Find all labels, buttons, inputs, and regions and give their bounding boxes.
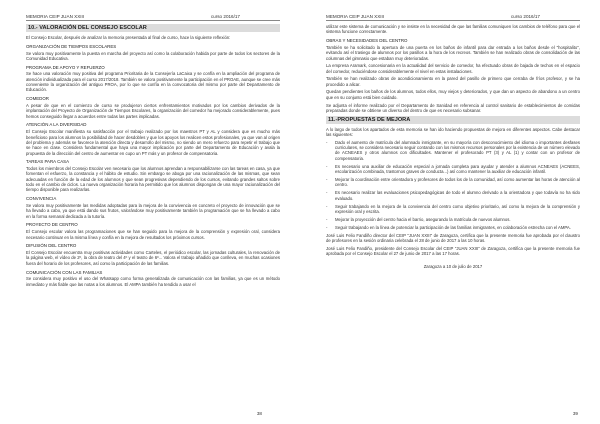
section-intro: El Consejo Escolar, después de analizar la memoria presentada al final de curso, hace la siguiente reflexión: (26, 35, 231, 40)
subsection-heading: CONVIVENCIA (26, 196, 57, 202)
subsection-heading: COMEDOR (26, 96, 49, 102)
certification-paragraph: José Luis Felio Fandiño director del CEIP "JUAN XXIII" de Zaragoza, certifica que la presente memoria fue aprobada por el claustro de profesores en la sesión ordinaria celebrada el 28 de junio de 2017 a las 10 horas. (326, 232, 580, 243)
header-course: curso 2016/17 (510, 14, 540, 19)
header-course: curso 2016/17 (210, 14, 240, 19)
proposal-item: - Seguir trabajando en la línea de potenciar la participación de las familias inmigrantes, en colaboración estrecha con el AMPA. (326, 225, 580, 230)
proposal-item: - Es necesario realizar las evaluaciones psicopedagógicas de todo el alumno derivado a la orientadora y que todavía no ha sido evaluado. (326, 190, 580, 201)
subsection-heading: TAREAS PARA CASA (26, 159, 70, 165)
subsection-heading: ORGANIZACIÓN DE TIEMPOS ESCOLARES (26, 43, 117, 49)
certification-paragraphs (326, 233, 580, 257)
proposals-list (326, 140, 580, 230)
proposal-item: - Seguir trabajando en la mejora de la convivencia del centro como objetivo prioritario, así como la mejora de la comprensión y expresión oral y escrita. (326, 204, 580, 215)
subsection-text: Se hace una valoración muy positiva del programa Prioritaria de la Consejería LaCaixa y se confía en la ampliación del programa de atención individualizada para el curso 2017/2018. También se valora positivamente la participación en el PROAE, aunque se cree más conveniente la organización del antiguo PROA, por lo que se confía en la convocatoria del mismo por parte del Departamento de Educación. (26, 71, 280, 93)
works-paragraphs (326, 45, 580, 113)
subsection-heading: ATENCIÓN A LA DIVERSIDAD (26, 122, 87, 128)
subsection-text: Se considera muy positivo el uso del Whatsapp como forma generalizada de comunicación con las familias, ya que es un método inmediato y más fiable que las notas a los alumnos. El AMPA también ha tendido a usar el (26, 276, 280, 287)
subsection-heading: PROYECTO DE CENTRO (26, 222, 78, 228)
subsection-text: El Consejo Escolar encuentra muy positivas actividades como Carteles, el periódico escolar, las jornadas culturales, la renovación de la página web, el vídeo de 2º, la obra de teatro del 4º y el teatro de 6º... Valora el trabajo añadido que conlleva, en muchas ocasiones fuera del horario de los profesores, así como la participación de las familias. (26, 250, 280, 266)
subsection-text: Se valora muy positivamente las medidas adoptadas para la mejora de la convivencia en concreto el proyecto de innovación que se ha llevado a cabo, ya que está dando sus frutos, valorándose muy positivamente también la programación que se ha llevado a cabo en la forma semanal dedicada a la tutoría. (26, 203, 280, 219)
header-title: MEMORIA CEIP JUAN XXIII (326, 14, 385, 19)
subsection-text: Todos los miembros del Consejo Escolar ven necesario que los alumnos aprendan a responsabilizarse con las tareas en casa, ya que fomentan el esfuerzo, la constancia y el hábito de estudio. Sin embargo se aboga por una racionalización de las mismas, que sean adecuadas en función de la edad de los alumnos y que sean progresivas dependiendo de los cursos, evitando grandes saltos sobre todo en el cambio de ciclos. La nueva organización horaria ha permitido que los alumnos dispongan de una mayor racionalización del tiempo disponible para realizarlas. (26, 166, 280, 193)
left-subsections (26, 44, 280, 287)
continued-paragraph: utilizar este sistema de comunicación y se insiste en la necesidad de que las familias comuniquen los cambios de teléfono para que el sistema funcione correctamente. (326, 24, 580, 35)
left-page-header (26, 14, 280, 21)
section-title-valoracion: 10.- VALORACIÓN DEL CONSEJO ESCOLAR (26, 24, 280, 32)
proposal-item: - Mejorar la coordinación entre orientadora y profesores de todos los de la comunidad, así como aumentar las horas de atención al centro. (326, 177, 580, 188)
left-page-content (26, 14, 280, 289)
proposal-item: - Dado el aumento de matrícula del alumnado inmigrante, en su mayoría con desconocimiento del idioma o importantes desfases curriculares, se considera necesario seguir contando con los mismos recursos personales por la existencia de un número elevado de ACNEAES y otros alumnos con dificultades. Mantener el profesorado PT (3) y AL (1) y contar con un profesor de compensatoria. (326, 140, 580, 161)
subsection-text: A pesar de que en el comienzo de curso se produjeron ciertos enfrentamientos motivados por los cambios derivados de la implantación del Proyecto de Organización de Tiempos Escolares, la organización del comedor ha mejorado considerablemente, pues hemos conseguido llegar a acuerdos entre todas las partes implicadas. (26, 102, 280, 119)
subsection-text: Se valora muy positivamente la puesta en marcha del proyecto así como la colaboración habida por parte de todos los sectores de la Comunidad Educativa. (26, 50, 280, 61)
works-paragraph: Quedan pendientes los baños de los alumnos, todos ellos, muy viejos y deteriorados, y que dan un aspecto de abandono a un centro que en su conjunto está bien cuidado. (326, 89, 580, 100)
section-title-propuestas: 11.-PROPUESTAS DE MEJORA (326, 116, 580, 124)
proposal-item: - Es necesario una auxiliar de educación especial a jornada completa para ayudar y atender a alumnos ACNEAES (ACNEES, escolarización combinada, trastornos graves de conducta...) así como mantener la auxiliar de educación infantil. (326, 164, 580, 175)
signature-date: Zaragoza a 10 de julio de 2017 (423, 264, 483, 270)
proposal-item: - Mejorar la proyección del centro hacia el barrio, asegurando la matrícula de nuevos alumnos. (326, 217, 580, 222)
works-heading: OBRAS Y NECESIDADES DEL CENTRO (326, 38, 408, 44)
header-title: MEMORIA CEIP JUAN XXIII (26, 14, 85, 19)
right-page (300, 0, 600, 424)
right-page-header (326, 14, 580, 21)
right-page-content (326, 14, 580, 269)
subsection-heading: DIFUSIÓN DEL CENTRO (26, 243, 77, 249)
works-paragraph: Se adjunta el informe realizado por el Departamento de Sanidad en referencia al control sanitario de establecimientos de comidas preparadas donde se obtiene un diverso del dentro de que es necesario subsanar. (326, 102, 580, 113)
certification-paragraph: José Luis Felio Fandiño, presidente del Consejo Escolar del CEIP "JUAN XXIII" de Zaragoza, certifica que la presente memoria fue aprobada por el Consejo Escolar el 27 de junio de 2017 a las 17 horas. (326, 245, 580, 257)
page-number-right: 39 (572, 411, 578, 416)
subsection-text: El Consejo escolar valora las programaciones que se han seguido para la mejora de la comprensión y expresión oral, considera necesario continuar en la misma línea y confía en la mejora de resultados los próximos cursos. (26, 229, 280, 240)
works-paragraph: También se han realizado obras de acondicionamiento en la pared del pasillo de primero que cerraba de fríos profesor, y se ha procedido a alicar. (326, 76, 580, 87)
subsection-text: El Consejo Escolar manifiesta su satisfacción por el trabajo realizado por los maestros PT y AL y considera que es mucho más beneficioso para los alumnos la posibilidad de hacer desdobles y que los apoyos los realicen estos profesionales, ya que van al origen del problema y además se favorece la atención directa y desarrollo del mismo, no siendo un mero refuerzo para repetir el trabajo que se hace en clase. Considera fundamental que haya una mayor implicación por parte del Departamento de Educación y avala la propuesta de la dirección del centro de aumentar en cupo un PT más y un profesor de compensatoria. (26, 129, 280, 156)
subsection-heading: PROGRAMA DE APOYO Y REFUERZO (26, 64, 105, 70)
works-paragraph: La empresa Aramark, concesionaria en la actualidad del servicio de comedor, ha efectuado obras de bajada de techos en el espacio del comedor, reduciéndose considerablemente el nivel en estas instalaciones. (326, 63, 580, 74)
page-number-left: 38 (256, 411, 262, 416)
subsection-heading: COMUNICACIÓN CON LAS FAMILIAS (26, 269, 103, 275)
works-paragraph: También se ha solicitado la apertura de una puerta en los baños de infantil para dar entrada a los baños desde el "hospitalito", evitando así el trasiego de alumnos por los pasillos a la hora de los recreos. También se han realizado obras de consolidación de las columnas del gimnasio que estaban muy deterioradas. (326, 44, 580, 61)
proposals-intro: A lo largo de todos los apartados de esta memoria se han ido haciendo propuestas de mejora en diferentes aspectos. Cabe destacar las siguientes: (326, 126, 580, 137)
